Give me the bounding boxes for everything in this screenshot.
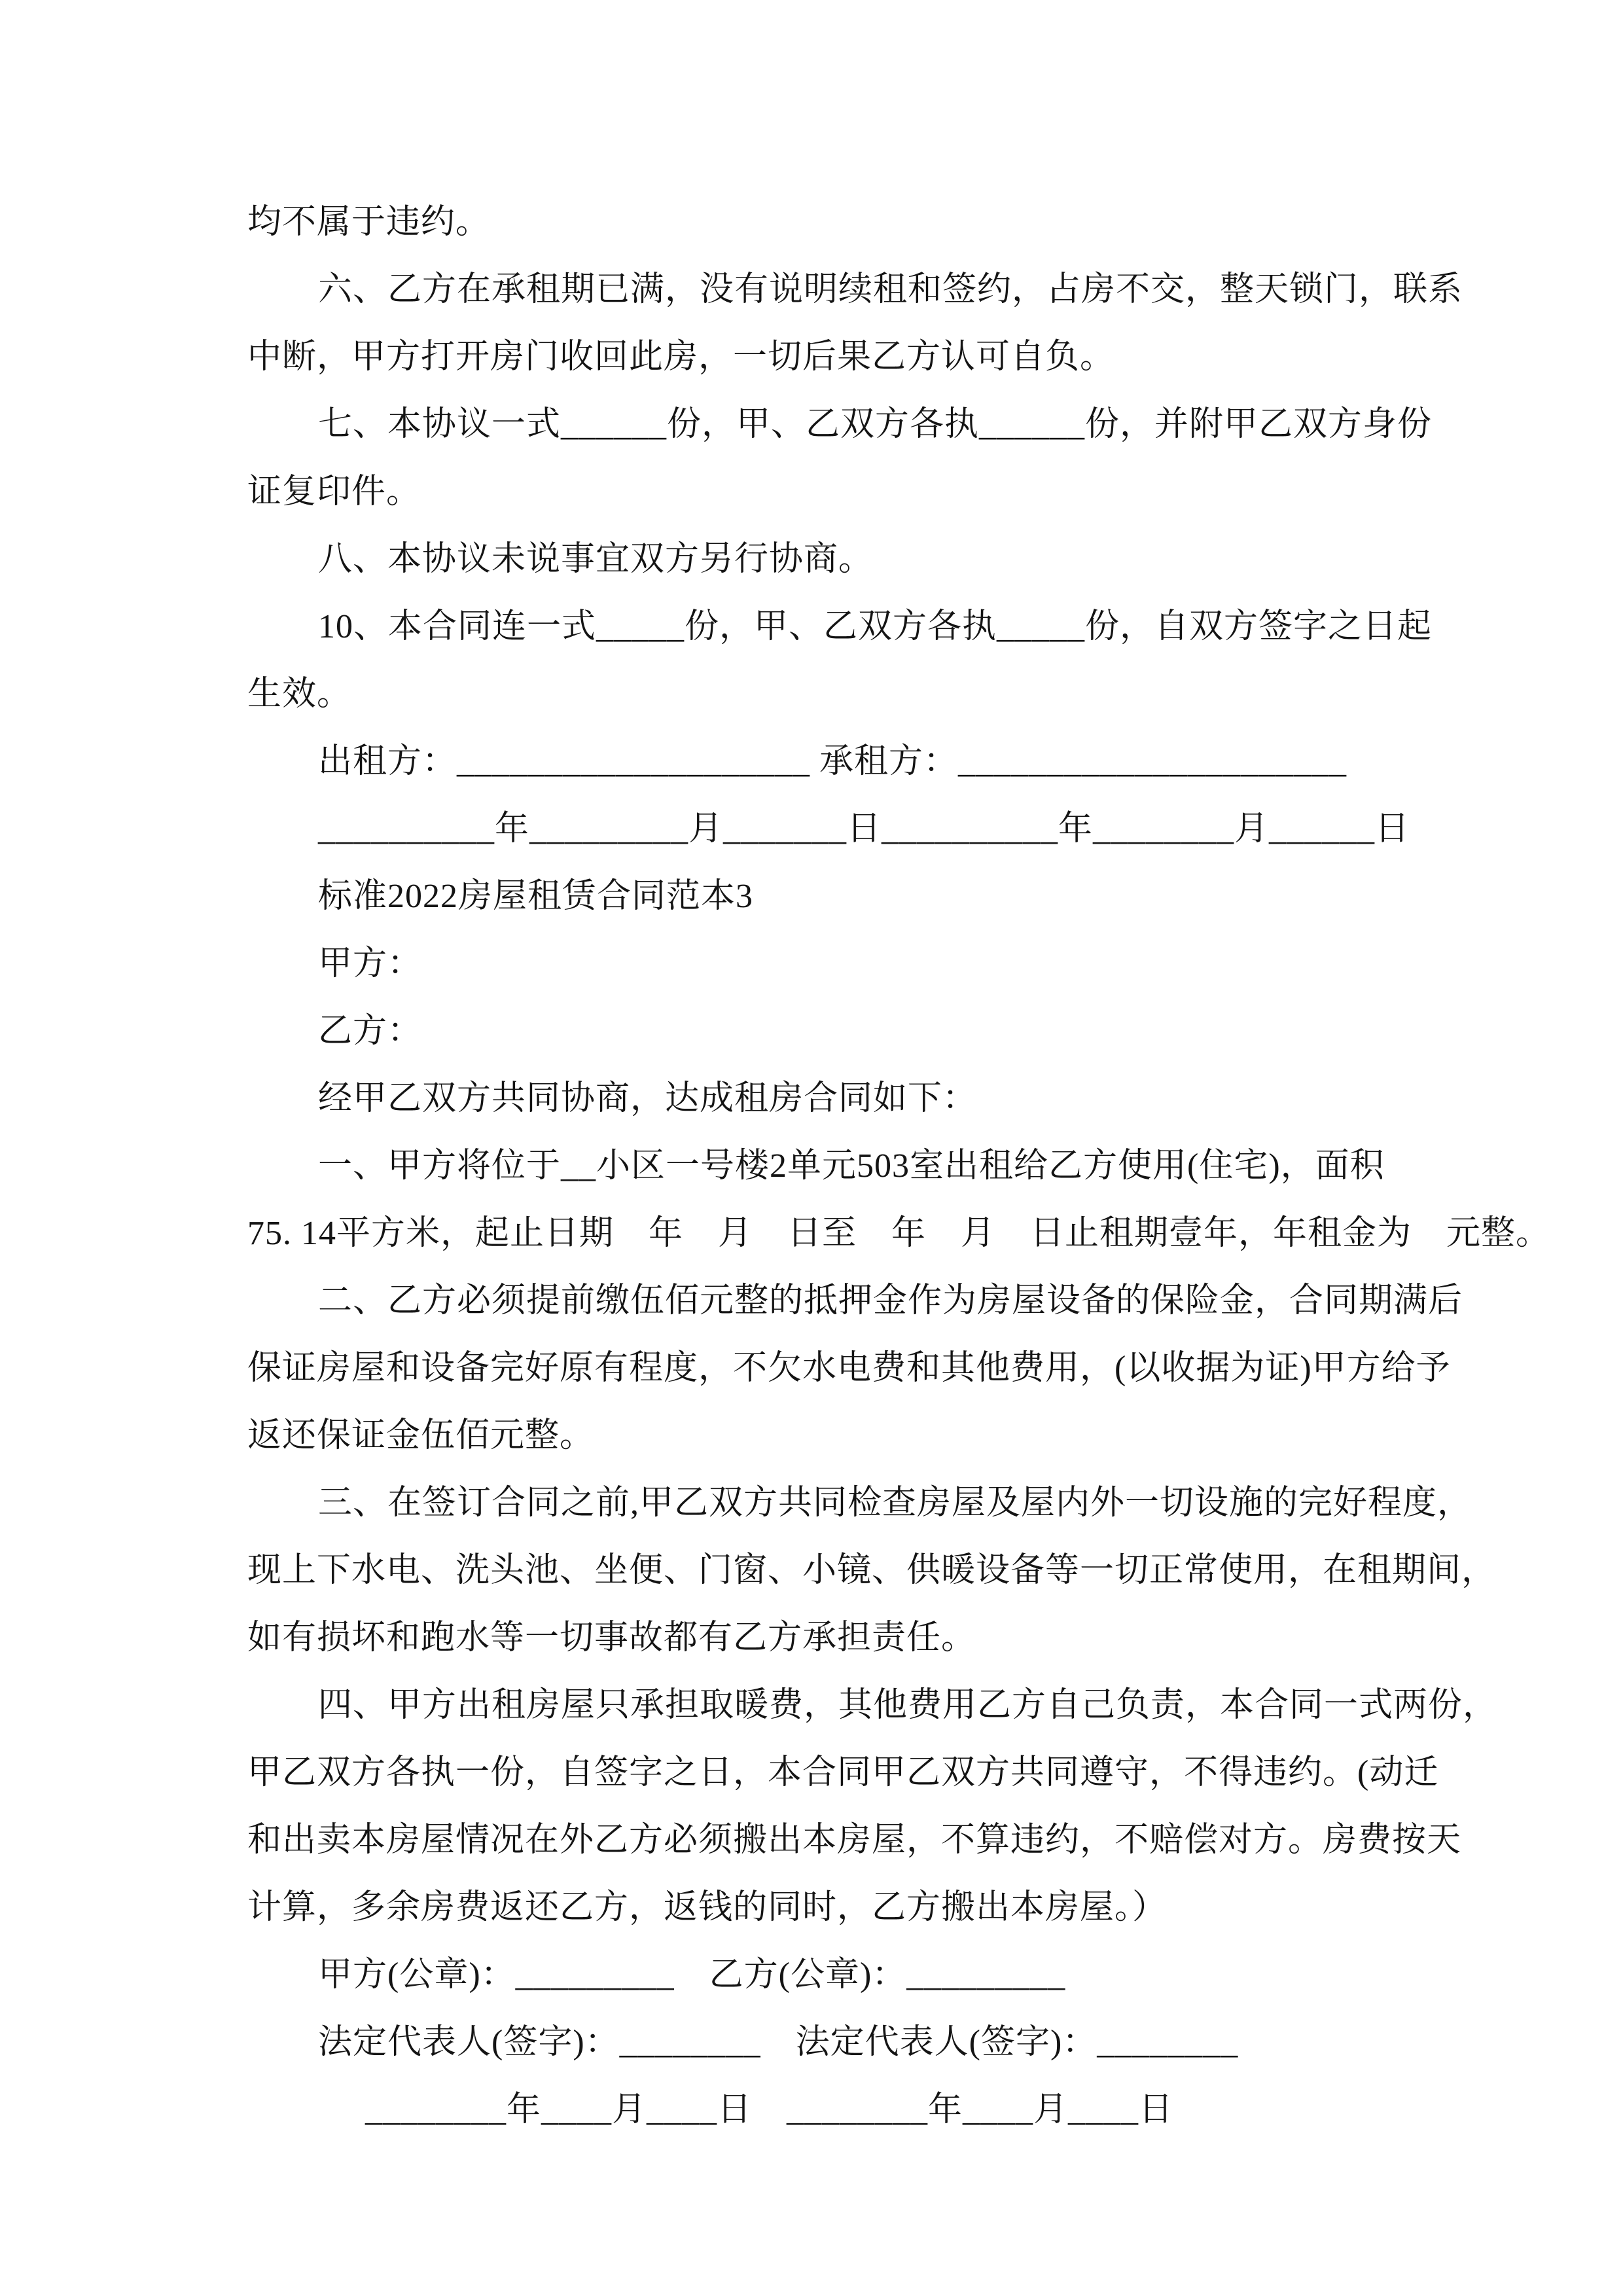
contract-line-copies-blank: 10、本合同连一式_____份，甲、乙双方各执_____份，自双方签字之日起 [318,608,1433,645]
contract-line: 六、乙方在承租期已满，没有说明续租和签约，占房不交，整天锁门，联系 [318,271,1463,308]
party-a-label-line: 甲方： [318,945,423,982]
contract-line: 四、甲方出租房屋只承担取暖费，其他费用乙方自己负责，本合同一式两份， [318,1687,1498,1724]
contract-line: 二、乙方必须提前缴伍佰元整的抵押金作为房屋设备的保险金，合同期满后 [318,1282,1463,1319]
contract-line: 经甲乙双方共同协商，达成租房合同如下： [318,1080,978,1117]
contract-line-copies-blank: 七、本协议一式______份，甲、乙双方各执______份，并附甲乙双方身份 [318,406,1433,443]
contract-line: 返还保证金伍佰元整。 [247,1417,595,1454]
official-seal-line: 甲方(公章)：_________ 乙方(公章)：_________ [318,1956,1066,1994]
contract-line: 现上下水电、洗头池、坐便、门窗、小镜、供暖设备等一切正常使用，在租期间， [247,1552,1497,1589]
date-line: __________年_________月_______日__________年________月______日 [318,810,1410,848]
contract-line: 均不属于违约。 [247,204,491,241]
contract-line: 生效。 [247,675,352,713]
legal-representative-line: 法定代表人(签字)：________ 法定代表人(签字)：________ [318,2024,1239,2061]
contract-line: 证复印件。 [247,473,421,511]
contract-line: 如有损坏和跑水等一切事故都有乙方承担责任。 [247,1619,976,1657]
contract-line: 计算，多余房费返还乙方，返钱的同时，乙方搬出本房屋。） [247,1889,1168,1926]
date-line: ________年____月____日 ________年____月____日 [365,2091,1174,2128]
contract-line: 保证房屋和设备完好原有程度，不欠水电费和其他费用，(以收据为证)甲方给予 [247,1350,1451,1387]
document-section-title: 标准2022房屋租赁合同范本3 [318,878,754,915]
contract-line: 三、在签订合同之前,甲乙双方共同检查房屋及屋内外一切设施的完好程度， [318,1484,1472,1522]
party-signature-line: 出租方：____________________ 承租方：______________________ [318,743,1347,780]
contract-line: 75. 14平方米，起止日期 年 月 日至 年 月 日止租期壹年，年租金为 元整。 [247,1215,1551,1252]
contract-line: 一、甲方将位于__小区一号楼2单元503室出租给乙方使用(住宅)，面积 [318,1147,1385,1185]
party-b-label-line: 乙方： [318,1013,423,1050]
contract-line: 甲乙双方各执一份，自签字之日，本合同甲乙双方共同遵守，不得违约。(动迁 [247,1754,1439,1791]
contract-line: 八、本协议未说事宜双方另行协商。 [318,541,874,578]
contract-line: 中断，甲方打开房门收回此房，一切后果乙方认可自负。 [247,338,1115,376]
contract-line: 和出卖本房屋情况在外乙方必须搬出本房屋，不算违约，不赔偿对方。房费按天 [247,1821,1462,1859]
